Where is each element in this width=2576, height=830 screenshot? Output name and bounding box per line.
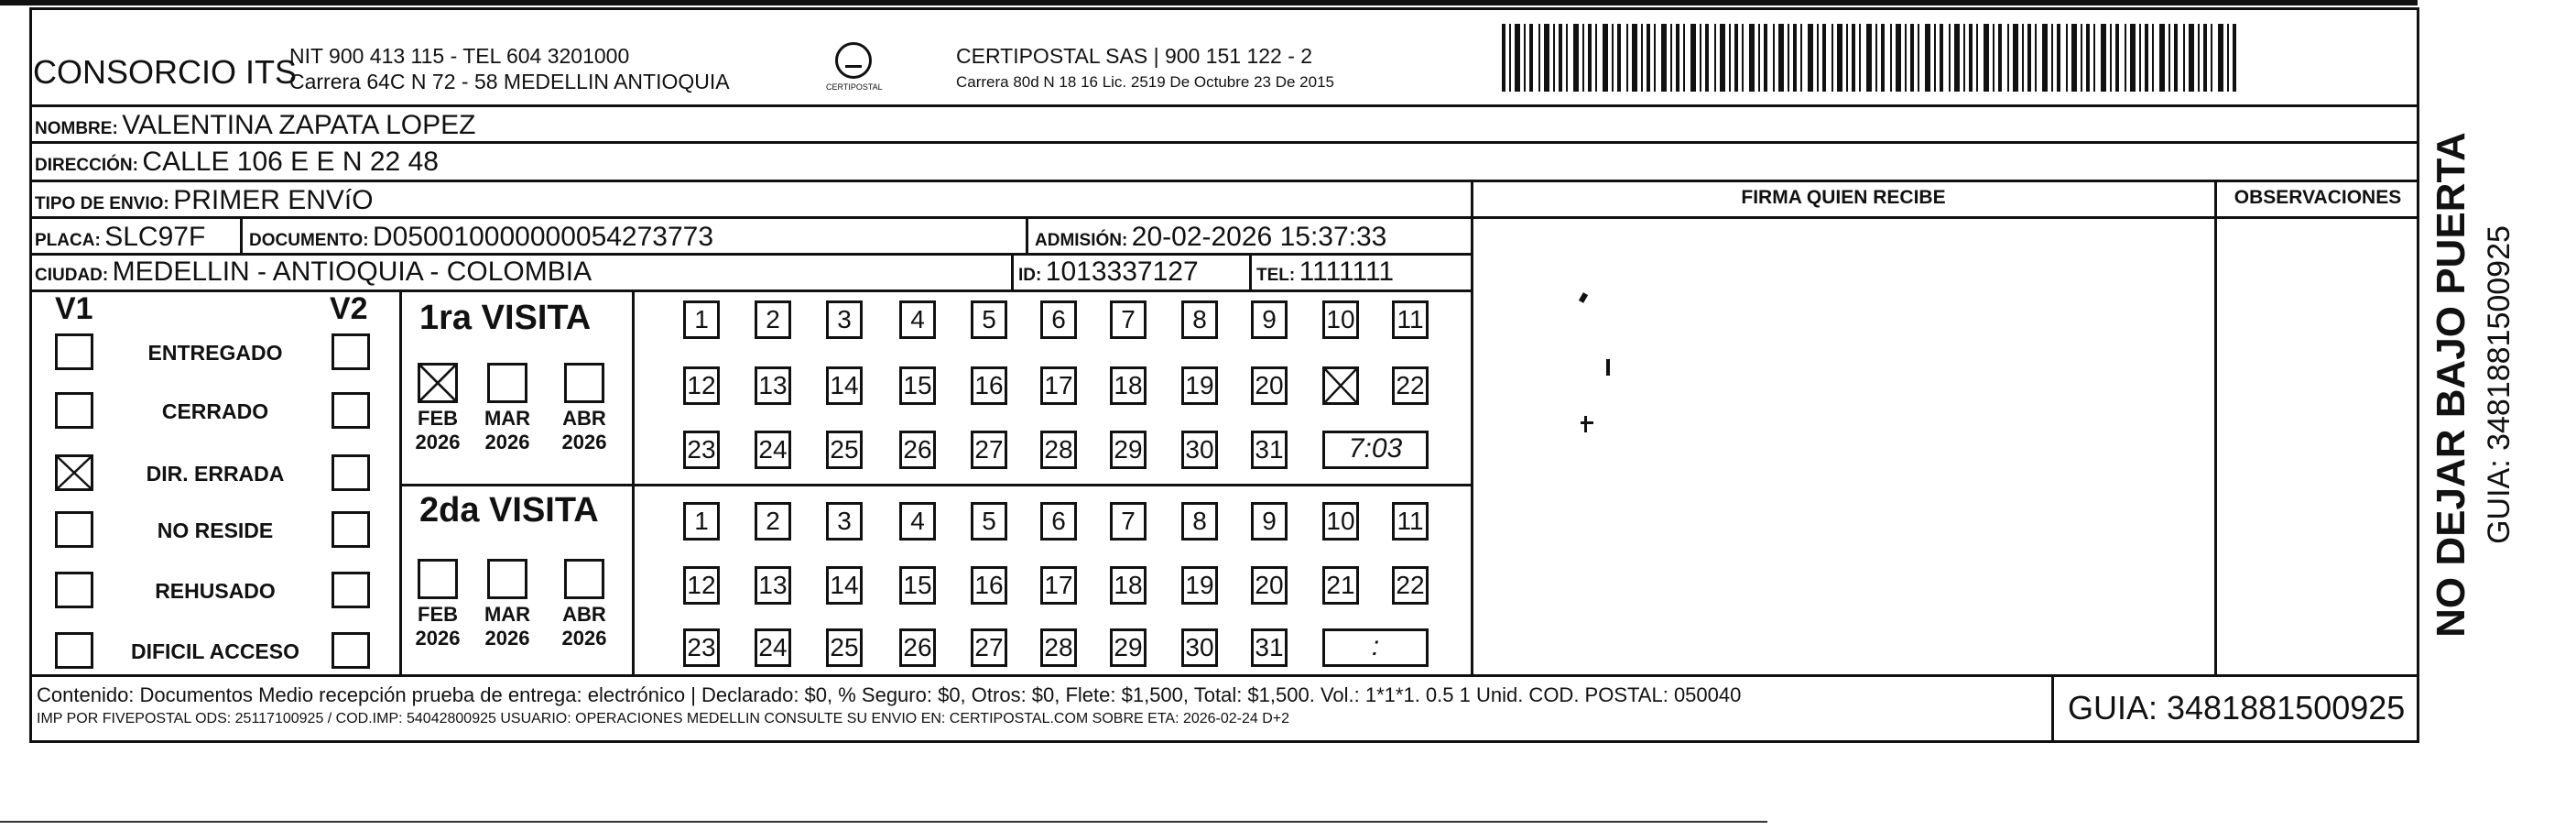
observaciones-header: OBSERVACIONES [2234, 187, 2402, 208]
day-box[interactable]: 31 [1251, 431, 1288, 469]
day-box[interactable]: 27 [971, 431, 1007, 469]
day-box[interactable]: 7 [1110, 502, 1147, 541]
firma-header: FIRMA QUIEN RECIBE [1741, 187, 1946, 208]
status-v1-checkbox[interactable] [55, 392, 93, 429]
rule-1 [29, 104, 2419, 107]
x-mark-icon [1325, 369, 1356, 402]
footer-guia: GUIA: 3481881500925 [2068, 689, 2406, 726]
day-box[interactable]: 8 [1181, 502, 1218, 541]
rule-v-id [1011, 253, 1014, 289]
month-label: FEB 2026 [415, 407, 461, 453]
side-warning: NO DEJAR BAJO PUERTA [2429, 132, 2473, 638]
day-box[interactable]: 13 [755, 366, 791, 405]
x-mark-icon [58, 457, 91, 488]
day-box[interactable]: 29 [1110, 431, 1147, 469]
ciudad-value: MEDELLIN - ANTIOQUIA - COLOMBIA [112, 257, 592, 287]
visit-divider [632, 289, 635, 674]
status-v2-checkbox[interactable] [332, 454, 370, 491]
nombre-row [35, 110, 475, 141]
day-box[interactable]: 26 [899, 628, 936, 667]
day-box[interactable]: 30 [1181, 628, 1218, 667]
day-box[interactable]: 5 [971, 300, 1007, 339]
bottom-rule [0, 821, 1767, 823]
side-text [2429, 128, 2575, 641]
day-box[interactable]: 15 [899, 566, 936, 605]
day-box[interactable]: 6 [1040, 502, 1077, 541]
id-value: 1013337127 [1045, 257, 1199, 287]
nombre-value: VALENTINA ZAPATA LOPEZ [122, 110, 476, 140]
status-label: DIR. ERRADA [146, 462, 285, 486]
rule-5 [29, 253, 1473, 256]
footer-rule [29, 674, 2419, 677]
tel-value: 1111111 [1299, 257, 1395, 287]
rule-3 [29, 180, 2419, 182]
status-label: DIFICIL ACCESO [130, 639, 299, 663]
day-box[interactable]: 15 [899, 366, 936, 405]
day-box[interactable]: 23 [683, 628, 720, 667]
company-name: CONSORCIO ITS [33, 53, 298, 91]
status-v1-checkbox[interactable] [55, 511, 93, 548]
day-box[interactable]: 10 [1322, 300, 1359, 339]
certi-address: Carrera 80d N 18 16 Lic. 2519 De Octubre 23 De 2015 [956, 73, 1334, 91]
day-box[interactable]: 17 [1040, 566, 1077, 605]
day-box[interactable]: 16 [971, 366, 1007, 405]
observaciones-area[interactable] [2218, 220, 2418, 672]
day-box[interactable]: 24 [755, 628, 791, 667]
status-v1-checkbox[interactable] [55, 454, 93, 491]
day-box[interactable]: 11 [1392, 502, 1429, 541]
visit-separator [399, 484, 1471, 486]
status-v1-checkbox[interactable] [55, 572, 93, 608]
day-box[interactable]: 12 [683, 366, 720, 405]
month-label: MAR 2026 [484, 407, 531, 453]
time-box[interactable]: 7:03 [1322, 431, 1429, 469]
day-box[interactable]: 20 [1251, 566, 1288, 605]
footer-content: Contenido: Documentos Medio recepción prueba de entrega: electrónico | Declarado: $0, % Seguro: $0, Otros: $0, Flete: $1,500, Total: $1,500. Vol.: 1*1*1. 0.5 1 Unid. COD. POSTAL: 050040 [37, 683, 1742, 706]
company-address: Carrera 64C N 72 - 58 MEDELLIN ANTIOQUIA [289, 70, 730, 93]
day-box[interactable]: 22 [1392, 566, 1429, 605]
company-nit: NIT 900 413 115 - TEL 604 3201000 [289, 44, 630, 68]
documento-row [249, 222, 713, 253]
day-box[interactable]: 10 [1322, 502, 1359, 541]
status-v2-checkbox[interactable] [332, 632, 370, 669]
day-box[interactable]: 28 [1040, 431, 1077, 469]
day-box[interactable]: 27 [971, 628, 1007, 667]
status-v2-checkbox[interactable] [332, 511, 370, 548]
month-label: MAR 2026 [484, 603, 531, 650]
day-box[interactable]: 1 [683, 300, 720, 339]
placa-row [35, 222, 205, 253]
documento-value: D050010000000054273773 [373, 222, 714, 252]
v1-label: V1 [55, 291, 93, 326]
tel-label: TEL: [1256, 266, 1296, 285]
day-box[interactable]: 24 [755, 431, 791, 469]
day-box[interactable]: 14 [826, 366, 863, 405]
status-label: CERRADO [161, 399, 269, 423]
obs-divider [2214, 180, 2217, 674]
day-box[interactable]: 18 [1110, 566, 1147, 605]
rule-2 [29, 141, 2419, 144]
day-box[interactable]: 4 [899, 502, 936, 541]
status-label: NO RESIDE [157, 519, 274, 542]
day-box[interactable]: 21 [1322, 566, 1359, 605]
v2-label: V2 [330, 291, 368, 326]
day-box[interactable]: 26 [899, 431, 936, 469]
day-box[interactable]: 1 [683, 502, 720, 541]
direccion-label: DIRECCIÓN: [35, 156, 138, 175]
day-box[interactable]: 30 [1181, 431, 1218, 469]
day-box[interactable]: 19 [1181, 566, 1218, 605]
signature-area[interactable] [1474, 220, 2212, 672]
status-v2-checkbox[interactable] [332, 572, 370, 608]
day-box[interactable]: 9 [1251, 502, 1288, 541]
certi-name: CERTIPOSTAL SAS | 900 151 122 - 2 [956, 44, 1313, 68]
barcode [1502, 24, 2244, 97]
day-box[interactable]: 28 [1040, 628, 1077, 667]
status-divider [399, 289, 402, 674]
day-box[interactable]: 12 [683, 566, 720, 605]
rule-v-placa [240, 216, 243, 253]
admision-label: ADMISIÓN: [1035, 231, 1128, 250]
day-box[interactable]: 31 [1251, 628, 1288, 667]
rule-6 [29, 289, 1473, 292]
direccion-row [35, 147, 439, 178]
rule-4 [29, 216, 1473, 219]
day-box[interactable]: 19 [1181, 366, 1218, 405]
status-label: REHUSADO [155, 579, 276, 603]
month-checkbox[interactable] [564, 559, 604, 599]
month-checkbox[interactable] [487, 363, 527, 403]
documento-label: DOCUMENTO: [249, 231, 369, 250]
footer-guia-divider [2051, 674, 2054, 742]
day-box[interactable]: 22 [1392, 366, 1429, 405]
day-box[interactable]: 3 [826, 502, 863, 541]
footer-impresion: IMP POR FIVEPOSTAL ODS: 25117100925 / COD.IMP: 54042800925 USUARIO: OPERACIONES MEDELLIN CONSULTE SU ENVIO EN: CERTIPOSTAL.COM SOBRE ETA: 2026-02-24 D+2 [37, 711, 1290, 726]
admision-value: 20-02-2026 15:37:33 [1131, 222, 1387, 252]
placa-label: PLACA: [35, 231, 101, 250]
day-box[interactable]: 25 [826, 431, 863, 469]
firma-header-rule [1471, 216, 2419, 219]
day-box[interactable]: 13 [755, 566, 791, 605]
tipo-label: TIPO DE ENVIO: [35, 194, 169, 213]
side-guia: GUIA: 3481881500925 [2482, 225, 2516, 544]
time-box[interactable]: : [1322, 628, 1429, 667]
day-box[interactable]: 17 [1040, 366, 1077, 405]
day-box[interactable]: 14 [826, 566, 863, 605]
month-label: ABR 2026 [561, 407, 607, 453]
visit2-title: 2da VISITA [419, 491, 599, 530]
tipo-row [35, 185, 374, 216]
top-rule [0, 0, 2418, 5]
status-v2-checkbox[interactable] [332, 333, 370, 370]
visit1-title: 1ra VISITA [419, 299, 592, 337]
month-checkbox[interactable] [564, 363, 604, 403]
day-box[interactable]: 20 [1251, 366, 1288, 405]
day-box[interactable] [1322, 366, 1359, 405]
day-box[interactable]: 11 [1392, 300, 1429, 339]
admision-row [1035, 222, 1386, 253]
x-mark-icon [420, 366, 455, 400]
certipostal-logo-icon [835, 42, 872, 79]
day-box[interactable]: 16 [971, 566, 1007, 605]
placa-value: SLC97F [104, 222, 206, 252]
day-box[interactable]: 3 [826, 300, 863, 339]
ciudad-label: CIUDAD: [35, 266, 109, 285]
status-v2-checkbox[interactable] [332, 392, 370, 429]
logo-text: CERTIPOSTAL [826, 82, 883, 92]
day-box[interactable]: 9 [1251, 300, 1288, 339]
month-checkbox[interactable] [418, 559, 458, 599]
status-label: ENTREGADO [147, 341, 283, 365]
status-v1-checkbox[interactable] [55, 632, 93, 669]
day-box[interactable]: 2 [755, 502, 791, 541]
day-box[interactable]: 18 [1110, 366, 1147, 405]
rule-v-tel [1249, 253, 1252, 289]
day-box[interactable]: 25 [826, 628, 863, 667]
nombre-label: NOMBRE: [35, 119, 118, 138]
tel-row [1256, 257, 1394, 288]
month-checkbox[interactable] [418, 363, 458, 403]
status-v1-checkbox[interactable] [55, 333, 93, 370]
month-label: FEB 2026 [415, 603, 461, 650]
id-label: ID: [1018, 266, 1042, 285]
day-box[interactable]: 2 [755, 300, 791, 339]
ciudad-row [35, 257, 592, 288]
day-box[interactable]: 7 [1110, 300, 1147, 339]
day-box[interactable]: 8 [1181, 300, 1218, 339]
day-box[interactable]: 23 [683, 431, 720, 469]
day-box[interactable]: 29 [1110, 628, 1147, 667]
day-box[interactable]: 4 [899, 300, 936, 339]
day-box[interactable]: 6 [1040, 300, 1077, 339]
rule-v-admision [1026, 216, 1028, 253]
id-row [1018, 257, 1199, 288]
direccion-value: CALLE 106 E E N 22 48 [142, 147, 439, 177]
day-box[interactable]: 5 [971, 502, 1007, 541]
firma-divider [1471, 180, 1473, 674]
month-checkbox[interactable] [487, 559, 527, 599]
tipo-value: PRIMER ENVíO [173, 185, 374, 215]
month-label: ABR 2026 [561, 603, 607, 650]
